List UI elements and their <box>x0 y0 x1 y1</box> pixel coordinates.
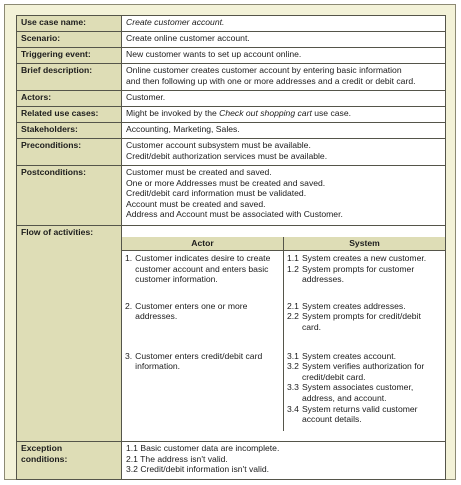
related-use-case-link: Check out shopping cart <box>219 108 312 118</box>
flow-table <box>122 237 445 431</box>
system-step-number: 3.2 <box>287 361 299 372</box>
row-postconditions <box>17 166 446 226</box>
row-preconditions <box>17 139 446 166</box>
system-step-number: 2.1 <box>287 300 299 311</box>
system-steps <box>284 349 446 431</box>
system-step-text: System verifies authorization for credit/debit card. <box>301 361 425 382</box>
value-exception-conditions: 1.1 Basic customer data are incomplete. 2.1 The address isn't valid. 3.2 Credit/debit information isn't valid. <box>122 442 446 480</box>
actor-step-number: 2. <box>125 300 133 311</box>
system-step-number: 3.1 <box>287 350 299 361</box>
row-related-use-cases <box>17 107 446 123</box>
system-steps <box>284 299 446 349</box>
label-flow-of-activities: Flow of activities: <box>17 226 122 442</box>
label-scenario: Scenario: <box>17 32 122 48</box>
flow-step-row <box>122 349 445 431</box>
flow-step-row <box>122 251 445 299</box>
system-step-number: 1.1 <box>287 253 299 264</box>
row-stakeholders <box>17 123 446 139</box>
label-related-use-cases: Related use cases: <box>17 107 122 123</box>
system-step-text: System creates a new customer. <box>301 253 427 264</box>
flow-system-header: System <box>284 237 446 251</box>
actor-step-number: 1. <box>125 253 133 264</box>
row-triggering-event <box>17 48 446 64</box>
system-step-text: System creates addresses. <box>301 300 406 311</box>
flow-actor-header: Actor <box>122 237 284 251</box>
flow-header-row <box>122 237 445 251</box>
row-actors <box>17 91 446 107</box>
label-exception-conditions: Exception conditions: <box>17 442 122 480</box>
actor-step <box>122 299 284 349</box>
actor-step <box>122 349 284 431</box>
system-step-number: 3.4 <box>287 403 299 414</box>
label-brief-description: Brief description: <box>17 64 122 91</box>
system-step-number: 2.2 <box>287 311 299 322</box>
row-exception-conditions <box>17 442 446 480</box>
system-step-number: 1.2 <box>287 263 299 274</box>
flow-step-row <box>122 299 445 349</box>
value-scenario: Create online customer account. <box>122 32 446 48</box>
value-actors: Customer. <box>122 91 446 107</box>
label-stakeholders: Stakeholders: <box>17 123 122 139</box>
label-postconditions: Postconditions: <box>17 166 122 226</box>
value-related-use-cases <box>122 107 446 123</box>
use-case-table <box>16 15 446 480</box>
system-step-text: System prompts for credit/debit card. <box>301 311 421 332</box>
row-brief-description <box>17 64 446 91</box>
flow-of-activities <box>122 226 446 442</box>
value-stakeholders: Accounting, Marketing, Sales. <box>122 123 446 139</box>
value-postconditions: Customer must be created and saved. One or more Addresses must be created and saved. Credit/debit card information must be validated. Account must be created and saved. Address and Account must be associated with Customer. <box>122 166 446 226</box>
value-brief-description: Online customer creates customer account by entering basic information and then following up with one or more addresses and a credit or debit card. <box>122 64 446 91</box>
label-use-case-name: Use case name: <box>17 16 122 32</box>
system-step-number: 3.3 <box>287 382 299 393</box>
actor-step <box>122 251 284 299</box>
row-flow-of-activities <box>17 226 446 442</box>
related-prefix: Might be invoked by the <box>126 108 220 118</box>
value-use-case-name: Create customer account. <box>122 16 446 32</box>
system-step-text: System returns valid customer account details. <box>301 403 418 425</box>
use-case-panel <box>4 4 456 480</box>
actor-step-text: Customer enters credit/debit card information. <box>135 350 263 372</box>
actor-step-number: 3. <box>125 350 133 361</box>
row-scenario <box>17 32 446 48</box>
value-preconditions: Customer account subsystem must be available. Credit/debit authorization services must be available. <box>122 139 446 166</box>
label-triggering-event: Triggering event: <box>17 48 122 64</box>
system-steps <box>284 251 446 299</box>
actor-step-text: Customer enters one or more addresses. <box>135 300 248 322</box>
value-triggering-event: New customer wants to set up account online. <box>122 48 446 64</box>
related-suffix: use case. <box>311 108 352 118</box>
row-use-case-name <box>17 16 446 32</box>
label-actors: Actors: <box>17 91 122 107</box>
label-preconditions: Preconditions: <box>17 139 122 166</box>
actor-step-text: Customer indicates desire to create customer account and enters basic customer information. <box>135 253 271 285</box>
system-step-text: System creates account. <box>301 350 397 361</box>
system-step-text: System prompts for customer addresses. <box>301 263 415 285</box>
system-step-text: System associates customer, address, and account. <box>301 382 414 403</box>
